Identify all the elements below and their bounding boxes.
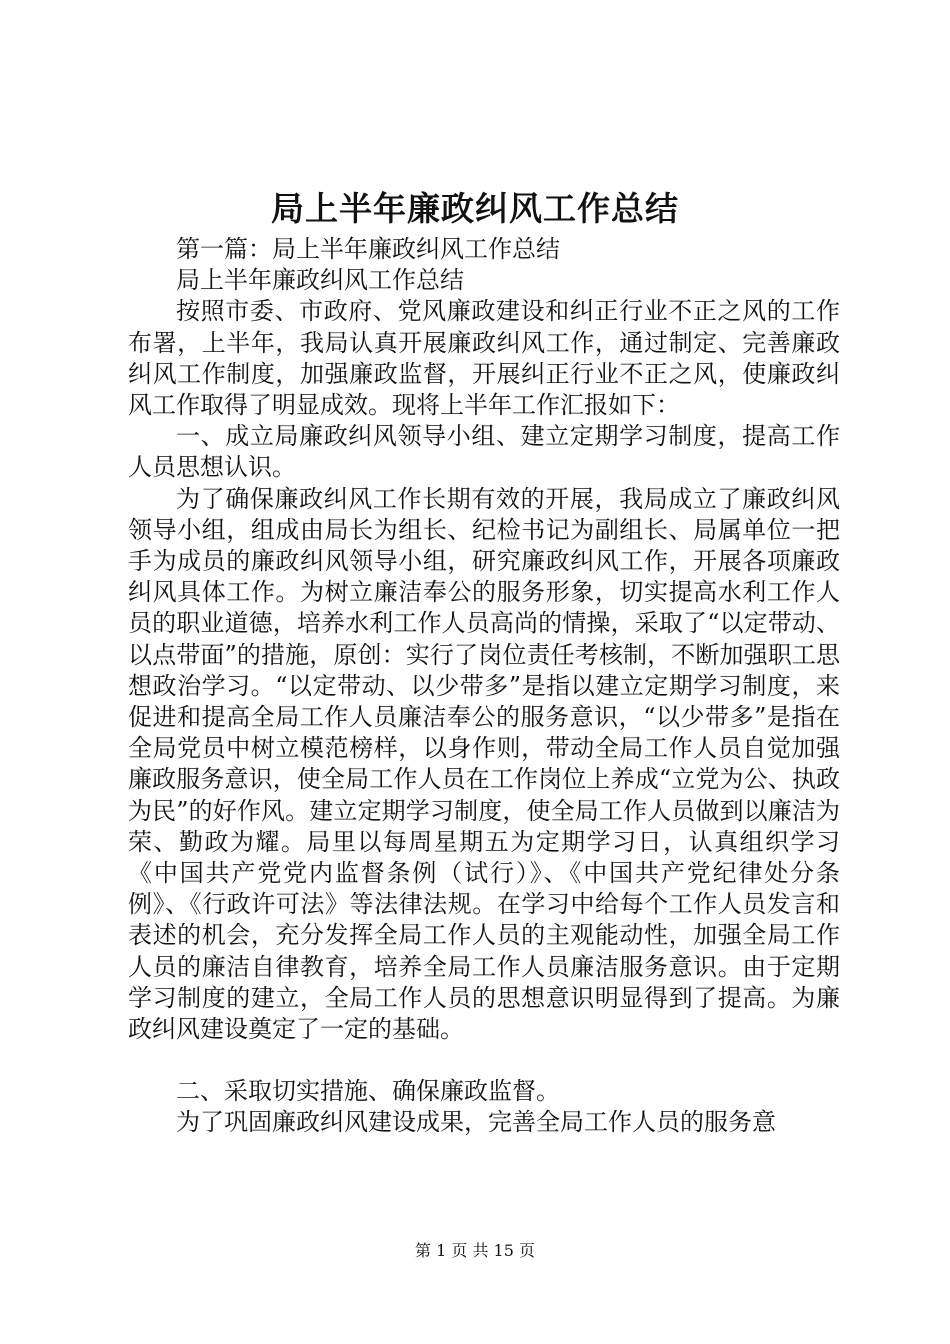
paragraph-intro: 按照市委、市政府、党风廉政建设和纠正行业不正之风的工作布署，上半年，我局认真开展廉政纠风工作，通过制定、完善廉政纠风工作制度，加强廉政监督，开展纠正行业不正之风，使廉政纠风工作取得了明显成效。现将上半年工作汇报如下：	[128, 297, 840, 420]
paragraph-section-2-body: 为了巩固廉政纠风建设成果，完善全局工作人员的服务意	[176, 1108, 776, 1137]
paragraph-section-2-heading: 二、采取切实措施、确保廉政监督。	[176, 1077, 560, 1106]
document-body	[128, 234, 840, 1139]
page-number-footer: 第 1 页 共 15 页	[415, 1241, 535, 1260]
paragraph-subtitle-1: 第一篇：局上半年廉政纠风工作总结	[176, 235, 560, 263]
document-title: 局上半年廉政纠风工作总结	[271, 189, 679, 228]
paragraph-subtitle-2: 局上半年廉政纠风工作总结	[176, 266, 464, 295]
paragraph-section-1-body: 为了确保廉政纠风工作长期有效的开展，我局成立了廉政纠风领导小组，组成由局长为组长、纪检书记为副组长、局属单位一把手为成员的廉政纠风领导小组，研究廉政纠风工作，开展各项廉政纠风具体工作。为树立廉洁奉公的服务形象，切实提高水利工作人员的职业道德，培养水利工作人员高尚的情操，采取了“以定带动、以点带面”的措施，原创：实行了岗位责任考核制，不断加强职工思想政治学习。“以定带动、以少带多”是指以建立定期学习制度，来促进和提高全局工作人员廉洁奉公的服务意识，“以少带多”是指在全局党员中树立模范榜样，以身作则，带动全局工作人员自觉加强廉政服务意识，使全局工作人员在工作岗位上养成“立党为公、执政为民”的好作风。建立定期学习制度，使全局工作人员做到以廉洁为荣、勤政为耀。局里以每周星期五为定期学习日，认真组织学习《中国共产党党内监督条例（试行）》、《中国共产党纪律处分条例》、《行政许可法》等法律法规。在学习中给每个工作人员发言和表述的机会，充分发挥全局工作人员的主观能动性，加强全局工作人员的廉洁自律教育，培养全局工作人员廉洁服务意识。由于定期学习制度的建立，全局工作人员的思想意识明显得到了提高。为廉政纠风建设奠定了一定的基础。	[128, 484, 840, 1044]
paragraph-section-1-heading: 一、成立局廉政纠风领导小组、建立定期学习制度，提高工作人员思想认识。	[128, 422, 840, 482]
